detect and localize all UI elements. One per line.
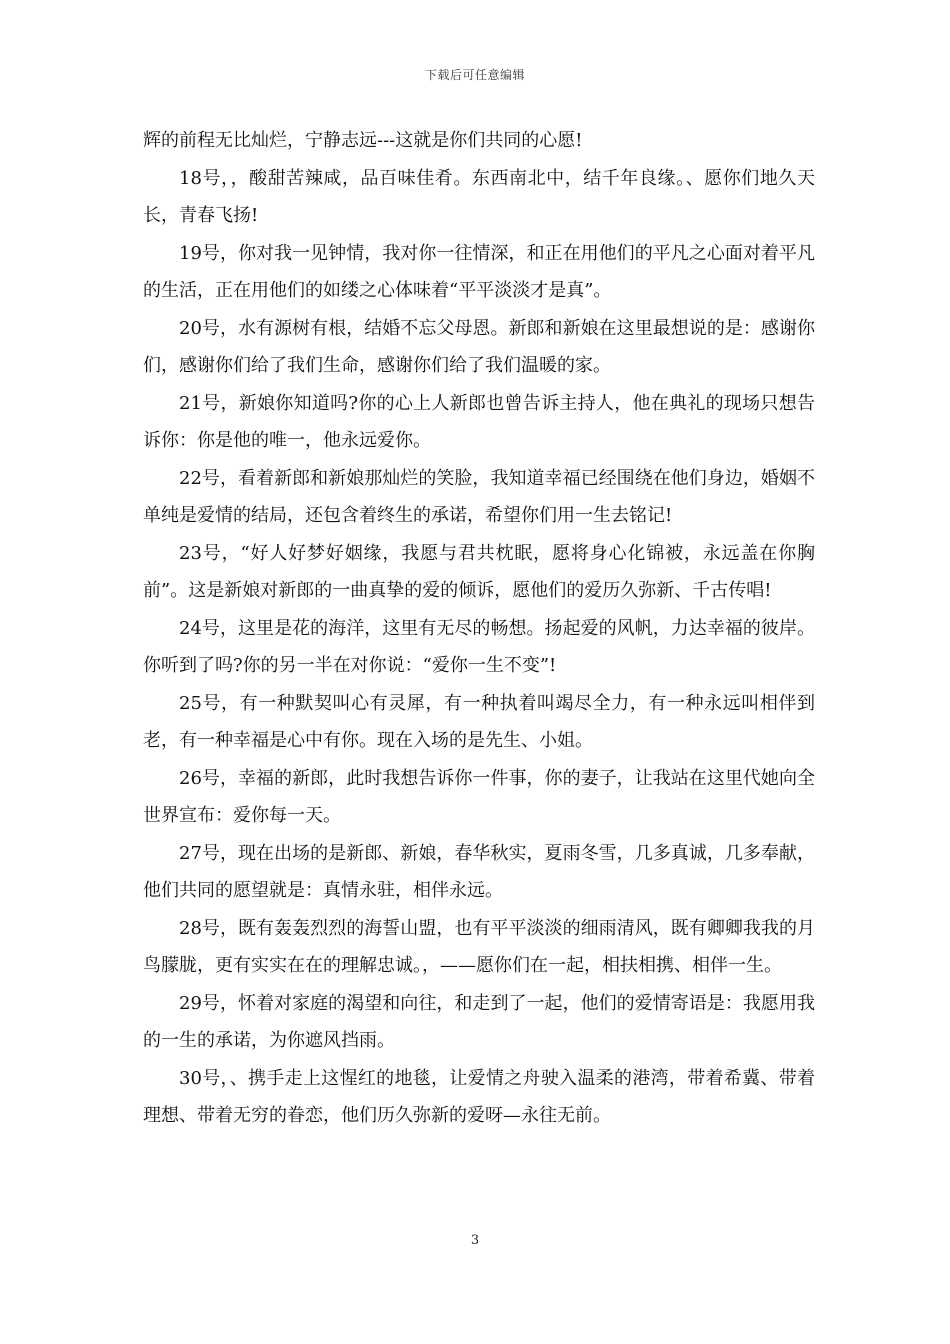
- paragraph-24: 24号，这里是花的海洋，这里有无尽的畅想。扬起爱的风帆，力达幸福的彼岸。你听到了吗?你的另一半在对你说：“爱你一生不变”!: [143, 617, 815, 676]
- paragraph-21: 21号，新娘你知道吗?你的心上人新郎也曾告诉主持人，他在典礼的现场只想告诉你：你是他的唯一，他永远爱你。: [143, 392, 815, 451]
- paragraph-22: 22号，看着新郎和新娘那灿烂的笑脸，我知道幸福已经围绕在他们身边，婚姻不单纯是爱情的结局，还包含着终生的承诺，希望你们用一生去铭记!: [143, 467, 815, 526]
- paragraph-25: 25号，有一种默契叫心有灵犀，有一种执着叫竭尽全力，有一种永远叫相伴到老，有一种幸福是心中有你。现在入场的是先生、小姐。: [143, 692, 815, 751]
- document-body: [143, 122, 815, 1135]
- paragraph-29: 29号，怀着对家庭的渴望和向往，和走到了一起，他们的爱情寄语是：我愿用我的一生的承诺，为你遮风挡雨。: [143, 992, 815, 1051]
- paragraph-26: 26号，幸福的新郎，此时我想告诉你一件事，你的妻子，让我站在这里代她向全世界宣布：爱你每一天。: [143, 767, 815, 826]
- page-number: 3: [470, 1233, 480, 1248]
- paragraph-19: 19号，你对我一见钟情，我对你一往情深，和正在用他们的平凡之心面对着平凡的生活，正在用他们的如缕之心体味着“平平淡淡才是真”。: [143, 242, 815, 301]
- paragraph-23: 23号，“好人好梦好姻缘，我愿与君共枕眠，愿将身心化锦被，永远盖在你胸前”。这是新娘对新郎的一曲真挚的爱的倾诉，愿他们的爱历久弥新、千古传唱!: [143, 542, 815, 601]
- paragraph-continued: 辉的前程无比灿烂，宁静志远---这就是你们共同的心愿!: [143, 130, 583, 151]
- page-header: 下载后可任意编辑: [424, 68, 525, 82]
- paragraph-30: 30号，、携手走上这惺红的地毯，让爱情之舟驶入温柔的港湾，带着希冀、带着理想、带着无穷的眷恋，他们历久弥新的爱呀—永往无前。: [143, 1067, 815, 1126]
- paragraph-28: 28号，既有轰轰烈烈的海誓山盟，也有平平淡淡的细雨清风，既有卿卿我我的月鸟朦胧，更有实实在在的理解忠诚。，——愿你们在一起，相扶相携、相伴一生。: [143, 917, 815, 976]
- paragraph-18: 18号，，酸甜苦辣咸，品百味佳肴。东西南北中，结千年良缘。、愿你们地久天长，青春飞扬!: [143, 167, 815, 226]
- paragraph-20: 20号，水有源树有根，结婚不忘父母恩。新郎和新娘在这里最想说的是：感谢你们，感谢你们给了我们生命，感谢你们给了我们温暖的家。: [143, 317, 815, 376]
- paragraph-27: 27号，现在出场的是新郎、新娘，春华秋实，夏雨冬雪，几多真诚，几多奉献，他们共同的愿望就是：真情永驻，相伴永远。: [143, 842, 815, 901]
